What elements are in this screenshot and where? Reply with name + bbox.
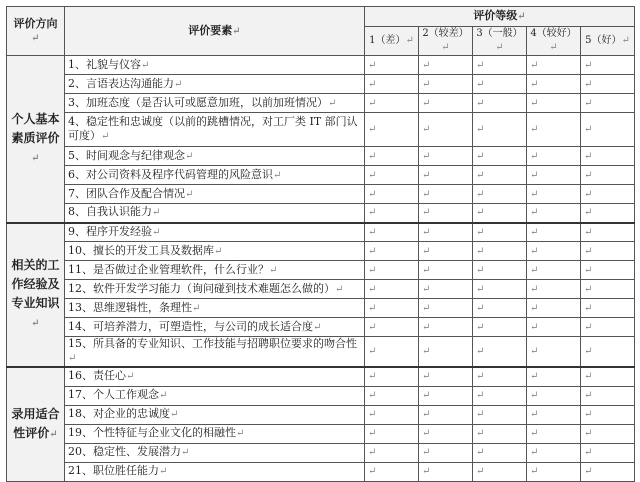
grade-cell[interactable]: ↵ — [419, 166, 473, 185]
grade-cell[interactable]: ↵ — [419, 223, 473, 242]
evaluation-item: 19、个性特征与企业文化的相融性↵ — [65, 424, 365, 443]
grade-cell[interactable]: ↵ — [581, 386, 635, 405]
grade-cell[interactable]: ↵ — [527, 147, 581, 166]
grade-cell[interactable]: ↵ — [473, 386, 527, 405]
grade-cell[interactable]: ↵ — [581, 113, 635, 147]
grade-cell[interactable]: ↵ — [473, 94, 527, 113]
grade-cell[interactable]: ↵ — [419, 147, 473, 166]
grade-cell[interactable]: ↵ — [419, 424, 473, 443]
grade-cell[interactable]: ↵ — [527, 56, 581, 75]
grade-cell[interactable]: ↵ — [365, 166, 419, 185]
grade-cell[interactable]: ↵ — [365, 299, 419, 318]
grade-cell[interactable]: ↵ — [419, 113, 473, 147]
grade-cell[interactable]: ↵ — [473, 242, 527, 261]
evaluation-item: 2、言语表达沟通能力↵ — [65, 75, 365, 94]
grade-cell[interactable]: ↵ — [581, 147, 635, 166]
evaluation-item: 15、所具备的专业知识、工作技能与招聘职位要求的吻合性↵ — [65, 337, 365, 368]
level-1: 1（差）↵ — [365, 27, 419, 56]
grade-cell[interactable]: ↵ — [365, 113, 419, 147]
grade-cell[interactable]: ↵ — [527, 94, 581, 113]
section-title: 相关的工作经验及专业知识↵ — [7, 223, 65, 368]
grade-cell[interactable]: ↵ — [365, 204, 419, 223]
table-row — [7, 242, 635, 261]
level-3: 3（一般）↵ — [473, 27, 527, 56]
grade-cell[interactable]: ↵ — [365, 242, 419, 261]
table-row — [7, 75, 635, 94]
grade-cell[interactable]: ↵ — [581, 318, 635, 337]
evaluation-item: 10、擅长的开发工具及数据库↵ — [65, 242, 365, 261]
grade-cell[interactable]: ↵ — [473, 113, 527, 147]
grade-cell[interactable]: ↵ — [365, 185, 419, 204]
evaluation-item: 6、对公司资料及程序代码管理的风险意识↵ — [65, 166, 365, 185]
grade-cell[interactable]: ↵ — [473, 367, 527, 386]
table-row — [7, 405, 635, 424]
table-row — [7, 424, 635, 443]
grade-cell[interactable]: ↵ — [419, 318, 473, 337]
grade-cell[interactable]: ↵ — [365, 367, 419, 386]
evaluation-item: 11、是否做过企业管理软件，什么行业？↵ — [65, 261, 365, 280]
grade-cell[interactable]: ↵ — [473, 147, 527, 166]
table-row — [7, 280, 635, 299]
grade-cell[interactable]: ↵ — [365, 405, 419, 424]
grade-cell[interactable]: ↵ — [365, 56, 419, 75]
grade-cell[interactable]: ↵ — [581, 299, 635, 318]
grade-cell[interactable]: ↵ — [419, 56, 473, 75]
evaluation-item: 18、对企业的忠诚度↵ — [65, 405, 365, 424]
evaluation-item: 12、软件开发学习能力（询问碰到技术难题怎么做的）↵ — [65, 280, 365, 299]
grade-cell[interactable]: ↵ — [527, 299, 581, 318]
grade-cell[interactable]: ↵ — [365, 147, 419, 166]
grade-cell[interactable]: ↵ — [419, 242, 473, 261]
grade-cell[interactable]: ↵ — [419, 280, 473, 299]
table-row — [7, 386, 635, 405]
grade-cell[interactable]: ↵ — [581, 405, 635, 424]
section-title: 个人基本素质评价↵ — [7, 56, 65, 223]
grade-cell[interactable]: ↵ — [473, 337, 527, 368]
grade-cell[interactable]: ↵ — [581, 462, 635, 481]
grade-cell[interactable]: ↵ — [527, 113, 581, 147]
table-row — [7, 261, 635, 280]
level-2: 2（较差）↵ — [419, 27, 473, 56]
grade-cell[interactable]: ↵ — [581, 75, 635, 94]
grade-cell[interactable]: ↵ — [581, 337, 635, 368]
grade-cell[interactable]: ↵ — [473, 261, 527, 280]
grade-cell[interactable]: ↵ — [419, 443, 473, 462]
grade-cell[interactable]: ↵ — [419, 261, 473, 280]
grade-cell[interactable]: ↵ — [581, 242, 635, 261]
table-row — [7, 337, 635, 368]
table-row — [7, 443, 635, 462]
grade-cell[interactable]: ↵ — [365, 462, 419, 481]
evaluation-item: 21、职位胜任能力↵ — [65, 462, 365, 481]
table-row — [7, 147, 635, 166]
grade-cell[interactable]: ↵ — [419, 94, 473, 113]
grade-cell[interactable]: ↵ — [527, 405, 581, 424]
grade-cell[interactable]: ↵ — [473, 185, 527, 204]
evaluation-item: 7、团队合作及配合情况↵ — [65, 185, 365, 204]
grade-cell[interactable]: ↵ — [581, 280, 635, 299]
table-row — [7, 367, 635, 386]
table-row — [7, 113, 635, 147]
grade-cell[interactable]: ↵ — [527, 204, 581, 223]
grade-cell[interactable]: ↵ — [527, 443, 581, 462]
header-elements: 评价要素↵ — [65, 7, 365, 56]
table-row — [7, 318, 635, 337]
grade-cell[interactable]: ↵ — [581, 166, 635, 185]
table-row — [7, 56, 635, 75]
evaluation-item: 13、思维逻辑性，条理性↵ — [65, 299, 365, 318]
grade-cell[interactable]: ↵ — [473, 75, 527, 94]
grade-cell[interactable]: ↵ — [581, 223, 635, 242]
grade-cell[interactable]: ↵ — [365, 386, 419, 405]
grade-cell[interactable]: ↵ — [473, 424, 527, 443]
table-row — [7, 185, 635, 204]
grade-cell[interactable]: ↵ — [581, 443, 635, 462]
grade-cell[interactable]: ↵ — [527, 166, 581, 185]
grade-cell[interactable]: ↵ — [365, 223, 419, 242]
grade-cell[interactable]: ↵ — [527, 462, 581, 481]
section-title: 录用适合性评价↵ — [7, 367, 65, 481]
grade-cell[interactable]: ↵ — [419, 367, 473, 386]
evaluation-item: 14、可培养潜力，可塑造性，与公司的成长适合度↵ — [65, 318, 365, 337]
grade-cell[interactable]: ↵ — [527, 424, 581, 443]
grade-cell[interactable]: ↵ — [473, 56, 527, 75]
evaluation-item: 8、自我认识能力↵ — [65, 204, 365, 223]
grade-cell[interactable]: ↵ — [581, 56, 635, 75]
grade-cell[interactable]: ↵ — [419, 386, 473, 405]
grade-cell[interactable]: ↵ — [527, 280, 581, 299]
grade-cell[interactable]: ↵ — [419, 337, 473, 368]
grade-cell[interactable]: ↵ — [473, 318, 527, 337]
grade-cell[interactable]: ↵ — [365, 280, 419, 299]
grade-cell[interactable]: ↵ — [581, 261, 635, 280]
evaluation-table — [6, 6, 635, 482]
grade-cell[interactable]: ↵ — [527, 75, 581, 94]
grade-cell[interactable]: ↵ — [581, 367, 635, 386]
grade-cell[interactable]: ↵ — [419, 75, 473, 94]
evaluation-item: 5、时间观念与纪律观念↵ — [65, 147, 365, 166]
grade-cell[interactable]: ↵ — [365, 75, 419, 94]
grade-cell[interactable]: ↵ — [527, 261, 581, 280]
grade-cell[interactable]: ↵ — [473, 166, 527, 185]
grade-cell[interactable]: ↵ — [581, 94, 635, 113]
grade-cell[interactable]: ↵ — [473, 280, 527, 299]
grade-cell[interactable]: ↵ — [527, 367, 581, 386]
grade-cell[interactable]: ↵ — [473, 223, 527, 242]
grade-cell[interactable]: ↵ — [365, 94, 419, 113]
grade-cell[interactable]: ↵ — [365, 318, 419, 337]
table-row — [7, 223, 635, 242]
table-row — [7, 204, 635, 223]
evaluation-item: 1、礼貌与仪容↵ — [65, 56, 365, 75]
grade-cell[interactable]: ↵ — [365, 337, 419, 368]
table-row — [7, 166, 635, 185]
grade-cell[interactable]: ↵ — [527, 318, 581, 337]
grade-cell[interactable]: ↵ — [473, 462, 527, 481]
level-5: 5（好）↵ — [581, 27, 635, 56]
grade-cell[interactable]: ↵ — [473, 443, 527, 462]
table-row — [7, 299, 635, 318]
header-grade: 评价等级↵ — [365, 7, 635, 27]
grade-cell[interactable]: ↵ — [419, 299, 473, 318]
grade-cell[interactable]: ↵ — [365, 443, 419, 462]
grade-cell[interactable]: ↵ — [419, 462, 473, 481]
level-4: 4（较好）↵ — [527, 27, 581, 56]
grade-cell[interactable]: ↵ — [419, 185, 473, 204]
grade-cell[interactable]: ↵ — [473, 405, 527, 424]
grade-cell[interactable]: ↵ — [527, 223, 581, 242]
grade-cell[interactable]: ↵ — [581, 185, 635, 204]
grade-cell[interactable]: ↵ — [419, 405, 473, 424]
table-row — [7, 94, 635, 113]
grade-cell[interactable]: ↵ — [581, 424, 635, 443]
evaluation-item: 9、程序开发经验↵ — [65, 223, 365, 242]
grade-cell[interactable]: ↵ — [473, 204, 527, 223]
evaluation-item: 17、个人工作观念↵ — [65, 386, 365, 405]
grade-cell[interactable]: ↵ — [527, 386, 581, 405]
evaluation-item: 3、加班态度（是否认可或愿意加班，以前加班情况）↵ — [65, 94, 365, 113]
evaluation-item: 20、稳定性、发展潜力↵ — [65, 443, 365, 462]
grade-cell[interactable]: ↵ — [527, 337, 581, 368]
header-direction: 评价方向↵ — [7, 7, 65, 56]
evaluation-item: 4、稳定性和忠诚度（以前的跳槽情况，对工厂类 IT 部门认可度）↵ — [65, 113, 365, 147]
grade-cell[interactable]: ↵ — [527, 242, 581, 261]
table-row — [7, 462, 635, 481]
grade-cell[interactable]: ↵ — [527, 185, 581, 204]
grade-cell[interactable]: ↵ — [365, 424, 419, 443]
grade-cell[interactable]: ↵ — [365, 261, 419, 280]
grade-cell[interactable]: ↵ — [419, 204, 473, 223]
grade-cell[interactable]: ↵ — [581, 204, 635, 223]
grade-cell[interactable]: ↵ — [473, 299, 527, 318]
evaluation-item: 16、责任心↵ — [65, 367, 365, 386]
